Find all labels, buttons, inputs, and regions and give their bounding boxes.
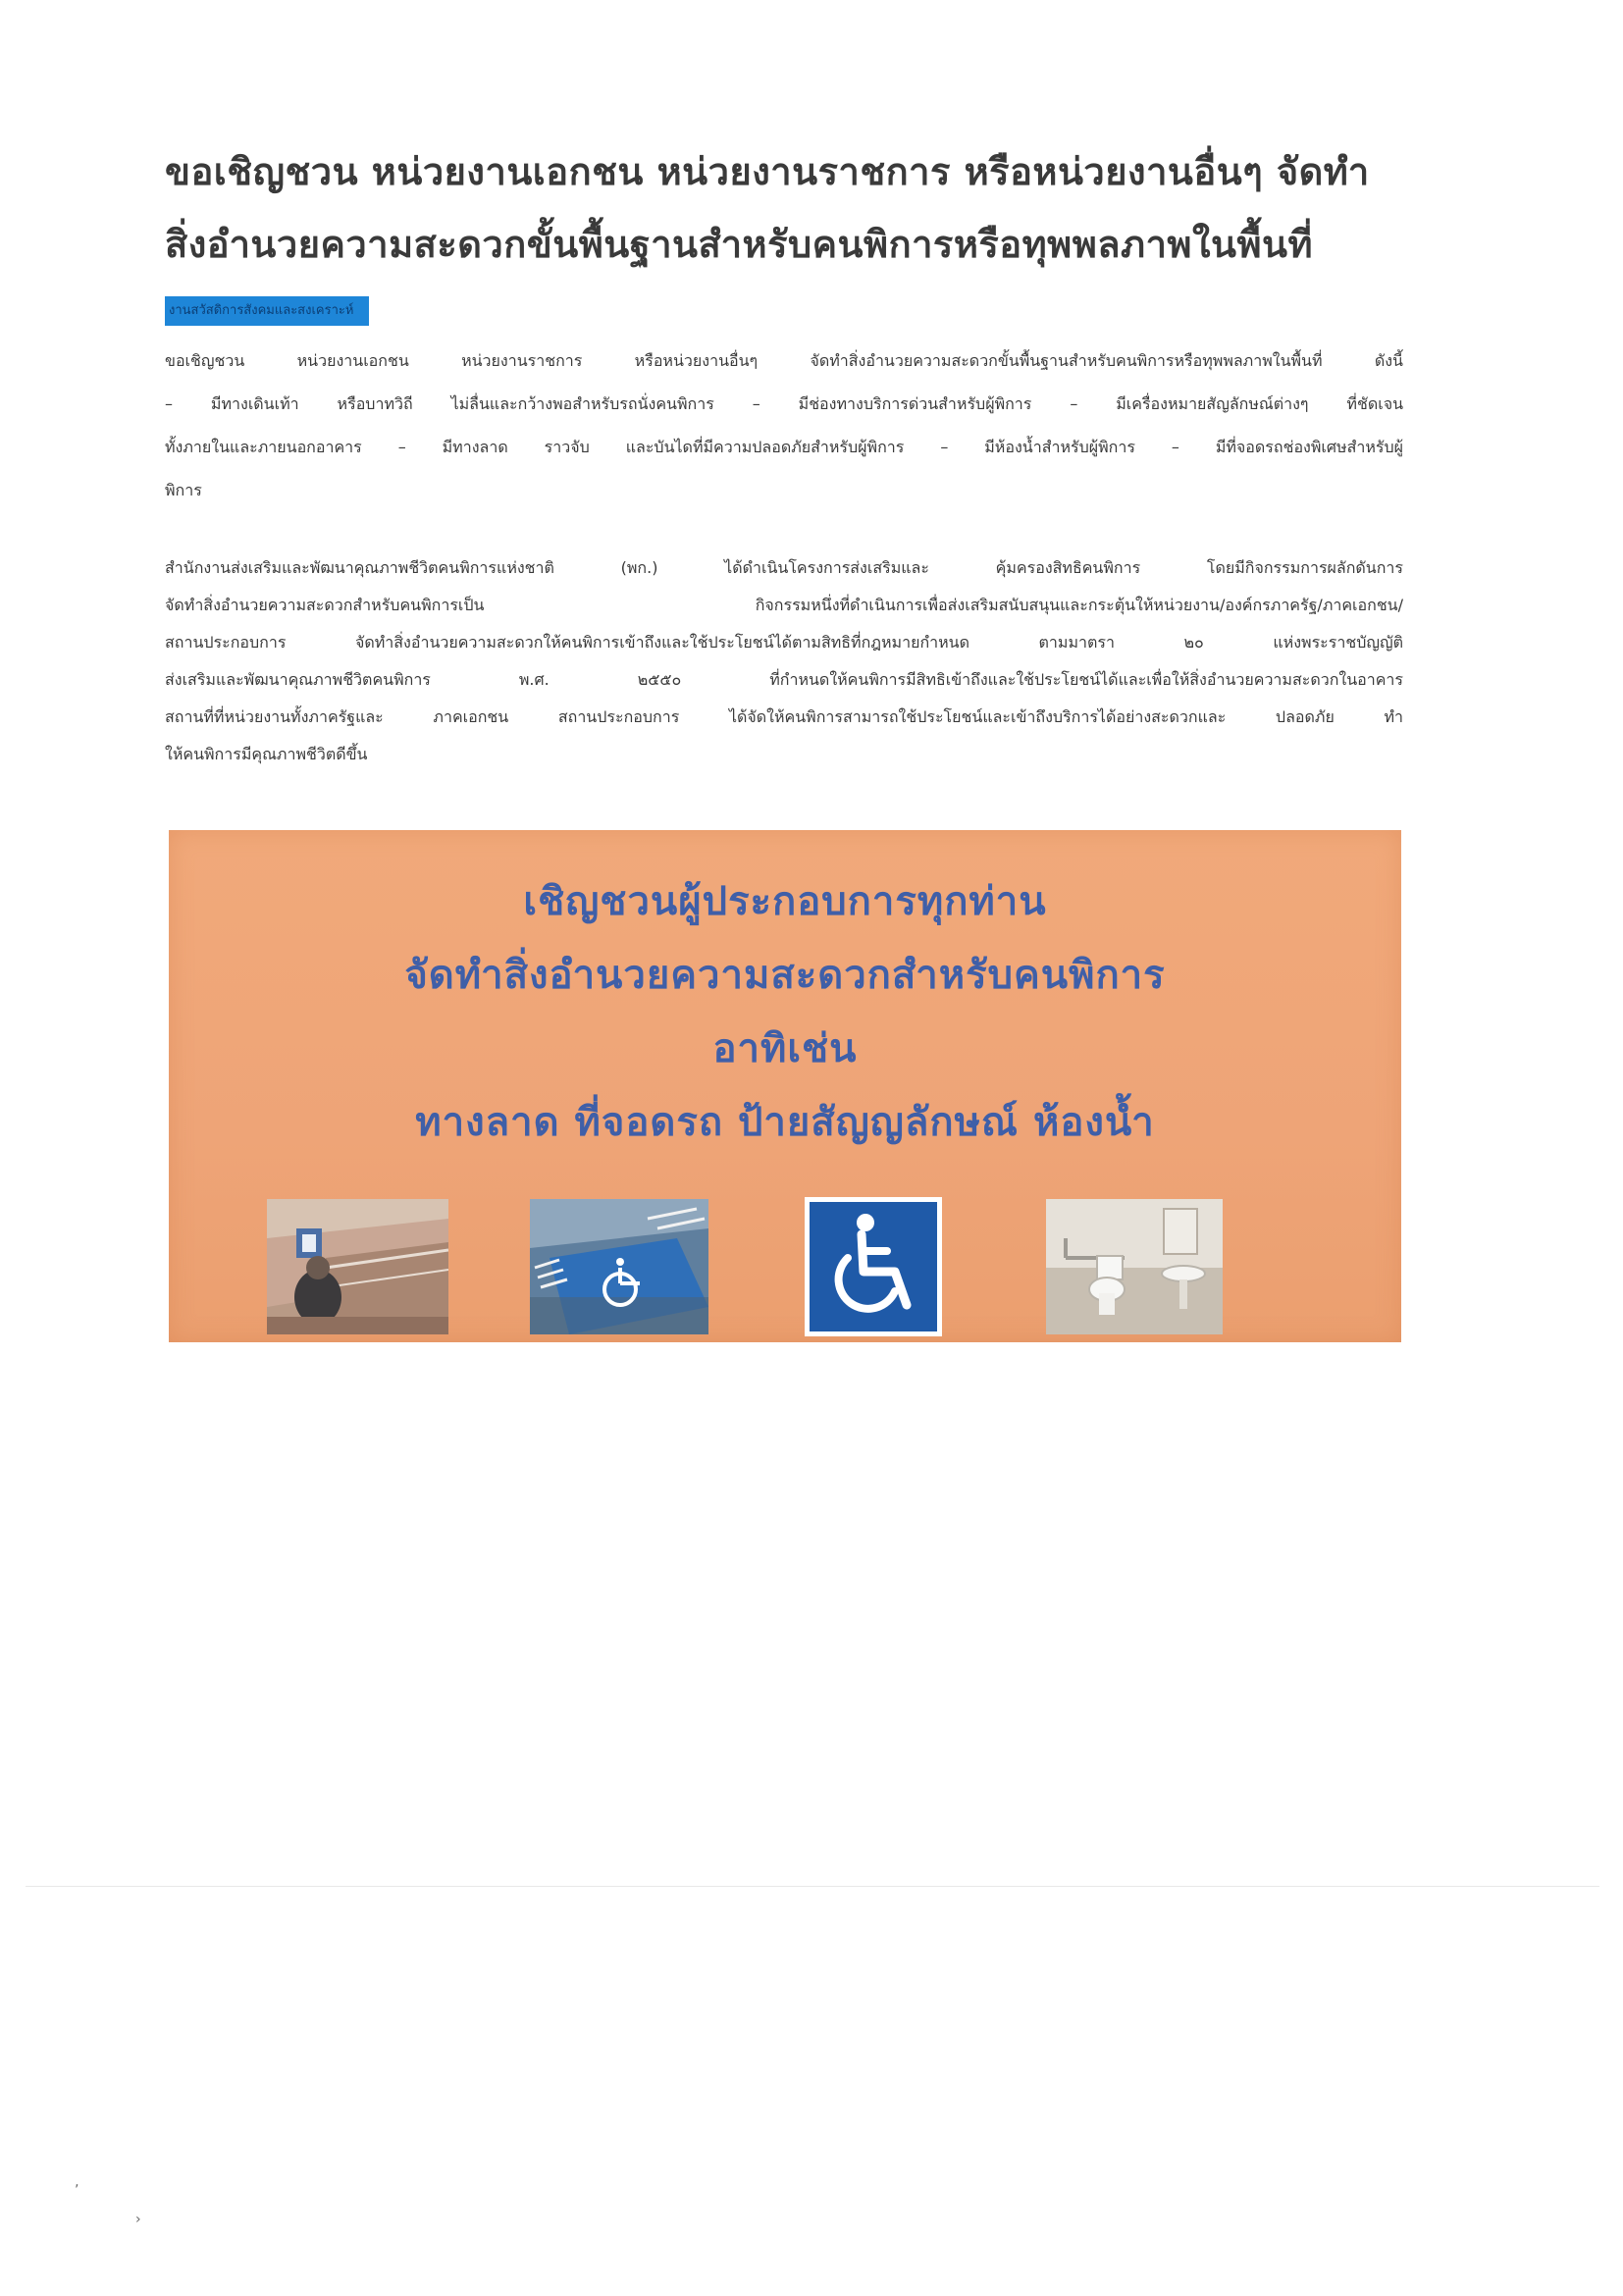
banner-line-3: อาทิเช่น — [712, 1026, 858, 1071]
paragraph-line: ขอเชิญชวน หน่วยงานเอกชน หน่วยงานราชการ หรือหน่วยงานอื่นๆ จัดทำสิ่งอำนวยความสะดวกขั้นพื้นฐานสำหรับคนพิการหรือทุพพลภาพในพื้นที่ ดังนี้ — [165, 351, 1403, 370]
parking-photo — [530, 1199, 708, 1334]
intro-paragraph — [165, 339, 1403, 512]
paragraph-line: ให้คนพิการมีคุณภาพชีวิตดีขึ้น — [165, 745, 368, 763]
page-divider — [26, 1886, 1599, 1887]
invitation-banner — [169, 830, 1401, 1342]
paragraph-line: สำนักงานส่งเสริมและพัฒนาคุณภาพชีวิตคนพิการแห่งชาติ (พก.) ได้ดำเนินโครงการส่งเสริมและ คุ้มครองสิทธิคนพิการ โดยมีกิจกรรมการผลักดันการ — [165, 558, 1403, 577]
ramp-photo — [267, 1199, 448, 1334]
paragraph-line: ส่งเสริมและพัฒนาคุณภาพชีวิตคนพิการ พ.ศ. ๒๕๕๐ ที่กำหนดให้คนพิการมีสิทธิเข้าถึงและใช้ประโยชน์ได้และเพื่อให้สิ่งอำนวยความสะดวกในอาคาร — [165, 670, 1403, 689]
page-title — [165, 135, 1440, 281]
paragraph-line: จัดทำสิ่งอำนวยความสะดวกสำหรับคนพิการเป็น กิจกรรมหนึ่งที่ดำเนินการเพื่อส่งเสริมสนับสนุนและกระตุ้นให้หน่วยงาน/องค์กรภาครัฐ/ภาคเอกชน/ — [165, 596, 1403, 614]
title-line-1: ขอเชิญชวน หน่วยงานเอกชน หน่วยงานราชการ หรือหน่วยงานอื่นๆ จัดทำ — [165, 150, 1370, 193]
banner-line-2: จัดทำสิ่งอำนวยความสะดวกสำหรับคนพิการ — [404, 953, 1166, 998]
scan-mark: › — [135, 2212, 141, 2227]
paragraph-line: สถานประกอบการ จัดทำสิ่งอำนวยความสะดวกให้คนพิการเข้าถึงและใช้ประโยชน์ได้ตามสิทธิที่กฎหมายกำหนด ตามมาตรา ๒๐ แห่งพระราชบัญญัติ — [165, 633, 1403, 652]
paragraph-line: – มีทางเดินเท้า หรือบาทวิถี ไม่ลื่นและกว้างพอสำหรับรถนั่งคนพิการ – มีช่องทางบริการด่วนสำหรับผู้พิการ – มีเครื่องหมายสัญลักษณ์ต่างๆ ที่ชัดเจน — [165, 394, 1403, 413]
category-link[interactable]: งานสวัสดิการสังคมและสงเคราะห์ — [165, 296, 369, 326]
paragraph-line: สถานที่ที่หน่วยงานทั้งภาครัฐและ ภาคเอกชน สถานประกอบการ ได้จัดให้คนพิการสามารถใช้ประโยชน์และเข้าถึงบริการได้อย่างสะดวกและ ปลอดภัย ทำ — [165, 707, 1403, 726]
toilet-photo — [1046, 1199, 1223, 1334]
banner-text — [169, 865, 1401, 1160]
scan-mark: ‚ — [75, 2174, 79, 2190]
body-paragraph — [165, 549, 1403, 773]
banner-line-1: เชิญชวนผู้ประกอบการทุกท่าน — [523, 879, 1047, 924]
paragraph-line: ทั้งภายในและภายนอกอาคาร – มีทางลาด ราวจับ และบันไดที่มีความปลอดภัยสำหรับผู้พิการ – มีห้องน้ำสำหรับผู้พิการ – มีที่จอดรถช่องพิเศษสำหรับผู้ — [165, 438, 1403, 456]
wheelchair-sign-icon — [805, 1197, 942, 1336]
paragraph-line: พิการ — [165, 481, 202, 499]
title-line-2: สิ่งอำนวยความสะดวกขั้นพื้นฐานสำหรับคนพิการหรือทุพพลภาพในพื้นที่ — [165, 223, 1314, 266]
banner-line-4: ทางลาด ที่จอดรถ ป้ายสัญญลักษณ์ ห้องน้ำ — [415, 1100, 1155, 1145]
